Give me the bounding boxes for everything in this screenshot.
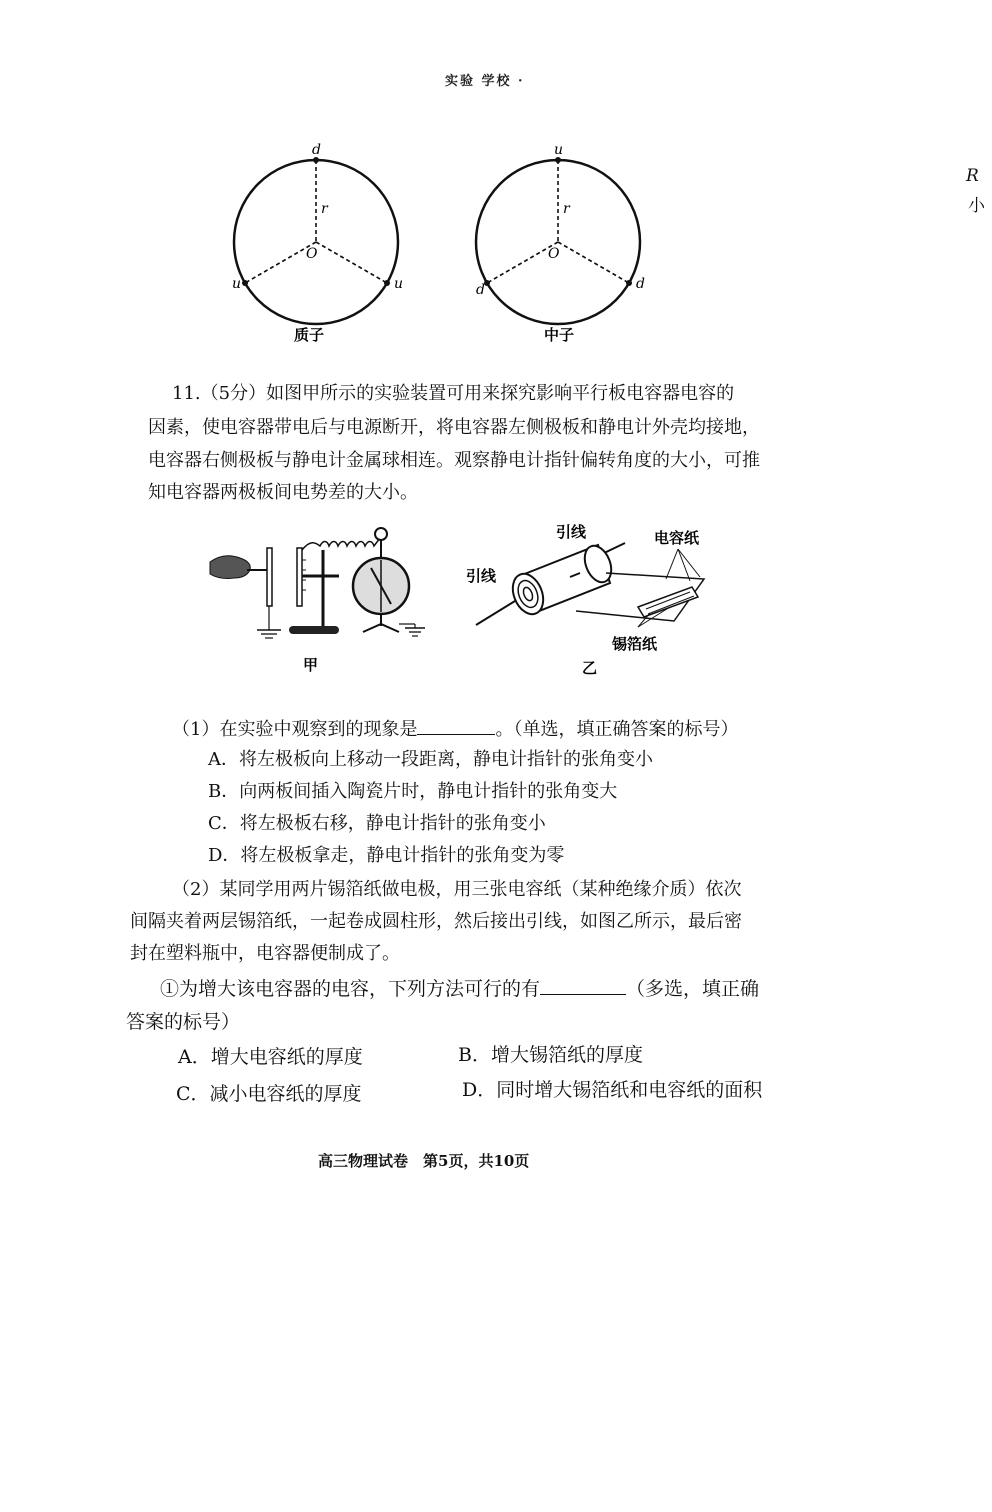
sub1-stem: ①为增大该电容器的电容，下列方法可行的有 （多选，填正确 xyxy=(160,978,760,1000)
part2-line-2: 间隔夹着两层锡箔纸，一起卷成圆柱形，然后接出引线，如图乙所示，最后密 xyxy=(130,911,742,932)
figure-yi xyxy=(460,515,720,685)
label-lead-top: 引线 xyxy=(556,523,587,541)
part2-line-1: （2）某同学用两片锡箔纸做电极，用三张电容纸（某种绝缘介质）依次 xyxy=(172,879,742,900)
label-foil: 锡箔纸 xyxy=(612,635,658,653)
part2-line-3: 封在塑料瓶中，电容器便制成了。 xyxy=(130,943,400,964)
header-smudge: 实验 学校 · xyxy=(445,74,525,89)
proton-radius-label: r xyxy=(321,201,328,217)
left-plate xyxy=(267,548,272,606)
electroscope-ball xyxy=(375,528,387,540)
part1-option-c: C．将左极板右移，静电计指针的张角变小 xyxy=(208,813,546,834)
sub1-option-d: D．同时增大锡箔纸和电容纸的面积 xyxy=(462,1079,763,1101)
margin-char: 小 xyxy=(968,196,985,216)
sub1-option-a: A．增大电容纸的厚度 xyxy=(178,1046,363,1068)
q11-line-2: 因素，使电容器带电后与电源断开，将电容器左侧极板和静电计外壳均接地， xyxy=(148,417,760,438)
figure-jia xyxy=(205,520,435,680)
neutron-diagram xyxy=(464,138,664,348)
coil-wire xyxy=(302,538,380,550)
part1-option-b: B．向两板间插入陶瓷片时，静电计指针的张角变大 xyxy=(208,781,618,802)
neutron-left-quark: d xyxy=(476,282,485,298)
stand-base xyxy=(289,626,339,634)
neutron-center-label: O xyxy=(548,246,560,262)
neutron-top-quark: u xyxy=(554,142,564,158)
label-paper: 电容纸 xyxy=(654,529,700,547)
proton-center-label: O xyxy=(306,246,318,262)
neutron-title: 中子 xyxy=(544,326,575,344)
margin-letter: R xyxy=(966,166,979,186)
lead-left-wire xyxy=(476,601,515,625)
sub1-option-c: C．减小电容纸的厚度 xyxy=(176,1083,362,1105)
part1-option-a: A．将左极板向上移动一段距离，静电计指针的张角变小 xyxy=(208,749,653,770)
figure-yi-label: 乙 xyxy=(582,659,598,677)
proton-title: 质子 xyxy=(294,326,325,344)
proton-top-quark: d xyxy=(312,142,321,158)
page-footer: 高三物理试卷 第5页，共10页 xyxy=(318,1152,530,1170)
q11-line-4: 知电容器两极板间电势差的大小。 xyxy=(148,482,418,503)
figure-jia-label: 甲 xyxy=(303,656,319,674)
proton-right-quark: u xyxy=(394,276,404,292)
sub1-option-b: B．增大锡箔纸的厚度 xyxy=(458,1044,643,1066)
sub1-answer-blank[interactable] xyxy=(540,976,626,995)
q11-line-1: 11.（5分）如图甲所示的实验装置可用来探究影响平行板电容器电容的 xyxy=(172,383,735,404)
proton-left-quark: u xyxy=(232,276,242,292)
right-plate xyxy=(297,548,302,606)
neutron-right-quark: d xyxy=(636,276,645,292)
neutron-radius-label: r xyxy=(563,201,570,217)
sub1-line-2: 答案的标号） xyxy=(126,1011,241,1033)
q11-line-3: 电容器右侧极板与静电计金属球相连。观察静电计指针偏转角度的大小，可推 xyxy=(148,450,760,471)
part1-option-d: D．将左极板拿走，静电计指针的张角变为零 xyxy=(208,845,565,866)
proton-diagram xyxy=(222,138,422,348)
part1-stem: （1）在实验中观察到的现象是 。（单选，填正确答案的标号） xyxy=(172,716,738,742)
foil-sheet xyxy=(638,587,698,617)
part1-answer-blank[interactable] xyxy=(417,716,495,735)
hand-icon xyxy=(210,556,250,579)
label-lead-left: 引线 xyxy=(466,567,497,585)
